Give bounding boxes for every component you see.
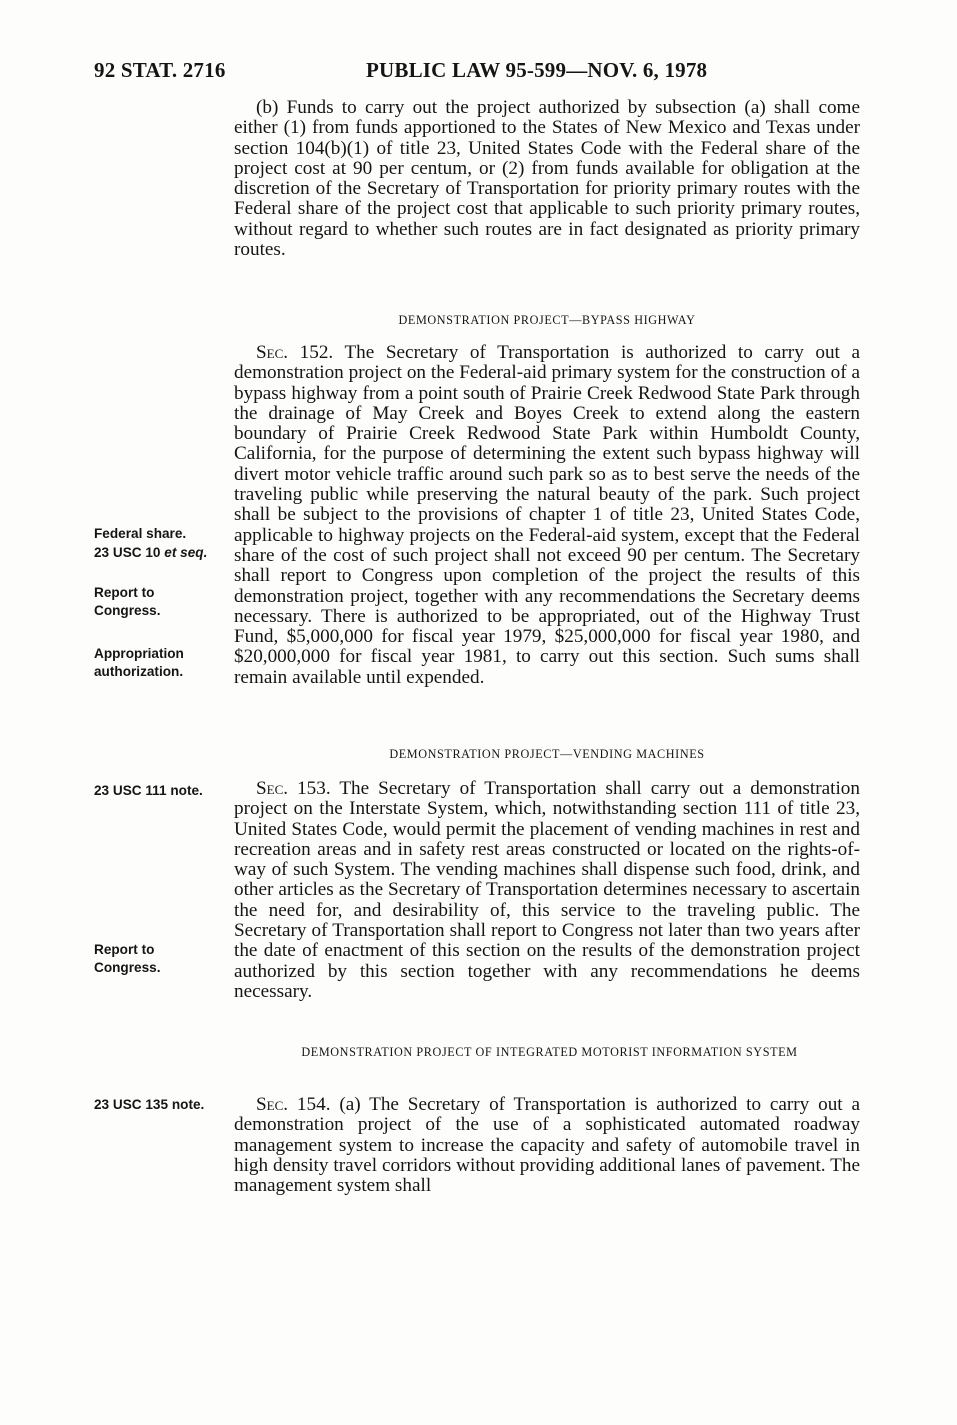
- section-154-label: Sec. 154.: [256, 1094, 331, 1115]
- section-153-text: The Secretary of Transportation shall carry out a demonstration project on the Interstate System, which, notwithstanding section 111 of title 23, United States Code, would permit the placement of vending machines in rest and recreation areas and in safety rest areas constructed or located on the rights-of-way of such System. The vending machines shall dispense such food, drink, and other articles as the Secretary of Transportation determines necessary to ascertain the need for, and desirability of, this service to the traveling public. The Secretary of Transportation shall report to Congress not later than two years after the date of enactment of this section on the results of the demonstration project authorized by this section together with any recommendations he deems necessary.: [234, 778, 860, 1002]
- section-152-paragraph: [234, 343, 860, 688]
- section-153-paragraph: [234, 779, 860, 1002]
- margin-note-report-to-congress-2: Report to Congress.: [94, 942, 161, 975]
- page-stat-reference: 92 STAT. 2716: [94, 58, 226, 82]
- subsection-b-paragraph: (b) Funds to carry out the project authorized by subsection (a) shall come either (1) from funds apportioned to the States of New Mexico and Texas under section 104(b)(1) of title 23, United States Code with the Federal share of the project cost at 90 per centum, or (2) from funds available for obligation at the discretion of the Secretary of Transportation for priority primary routes with the Federal share of the project cost that applicable to such priority primary routes, without regard to whether such routes are in fact designated as priority primary routes.: [234, 97, 860, 261]
- section-153-label: Sec. 153.: [256, 778, 331, 799]
- margin-note-appropriation-authorization: Appropriation authorization.: [94, 646, 184, 679]
- page-header-title: PUBLIC LAW 95-599—NOV. 6, 1978: [366, 58, 708, 82]
- section-152-heading: DEMONSTRATION PROJECT—BYPASS HIGHWAY: [398, 313, 696, 327]
- margin-note-usc-135: 23 USC 135 note.: [94, 1097, 205, 1112]
- section-152-text: The Secretary of Transportation is authorized to carry out a demonstration project on the Federal-aid primary system for the construction of a bypass highway from a point south of Prairie Creek Redwood State Park through the drainage of May Creek and Boyes Creek to extend along the eastern boundary of Prairie Creek Redwood State Park within Humboldt County, California, for the purpose of determining the extent such bypass highway will divert motor vehicle traffic around such park so as to best serve the needs of the traveling public while preserving the natural beauty of the park. Such project shall be subject to the provisions of chapter 1 of title 23, United States Code, applicable to highway projects on the Federal-aid system, except that the Federal share of the cost of such project shall not exceed 90 per centum. The Secretary shall report to Congress upon completion of the project the results of this demonstration project, together with any recommendations the Secretary deems necessary. There is authorized to be appropriated, out of the Highway Trust Fund, $5,000,000 for fiscal year 1979, $25,000,000 for fiscal year 1980, and $20,000,000 for fiscal year 1981, to carry out this section. Such sums shall remain available until expended.: [234, 342, 860, 688]
- section-154-paragraph: [234, 1095, 860, 1196]
- section-154-text: (a) The Secretary of Transportation is authorized to carry out a demonstration project of the use of a sophisticated automated roadway management system to increase the capacity and safety of automobile travel in high density travel corridors without providing additional lanes of pavement. The management system shall: [234, 1094, 860, 1197]
- section-153-heading: DEMONSTRATION PROJECT—VENDING MACHINES: [389, 747, 705, 761]
- margin-note-usc-111: 23 USC 111 note.: [94, 783, 203, 798]
- margin-note-usc-10: 23 USC 10 et seq.: [94, 545, 208, 560]
- margin-note-federal-share: Federal share.: [94, 526, 187, 541]
- section-152-label: Sec. 152.: [256, 342, 334, 363]
- section-154-heading: DEMONSTRATION PROJECT OF INTEGRATED MOTORIST INFORMATION SYSTEM: [301, 1045, 798, 1059]
- margin-note-report-to-congress-1: Report to Congress.: [94, 585, 161, 618]
